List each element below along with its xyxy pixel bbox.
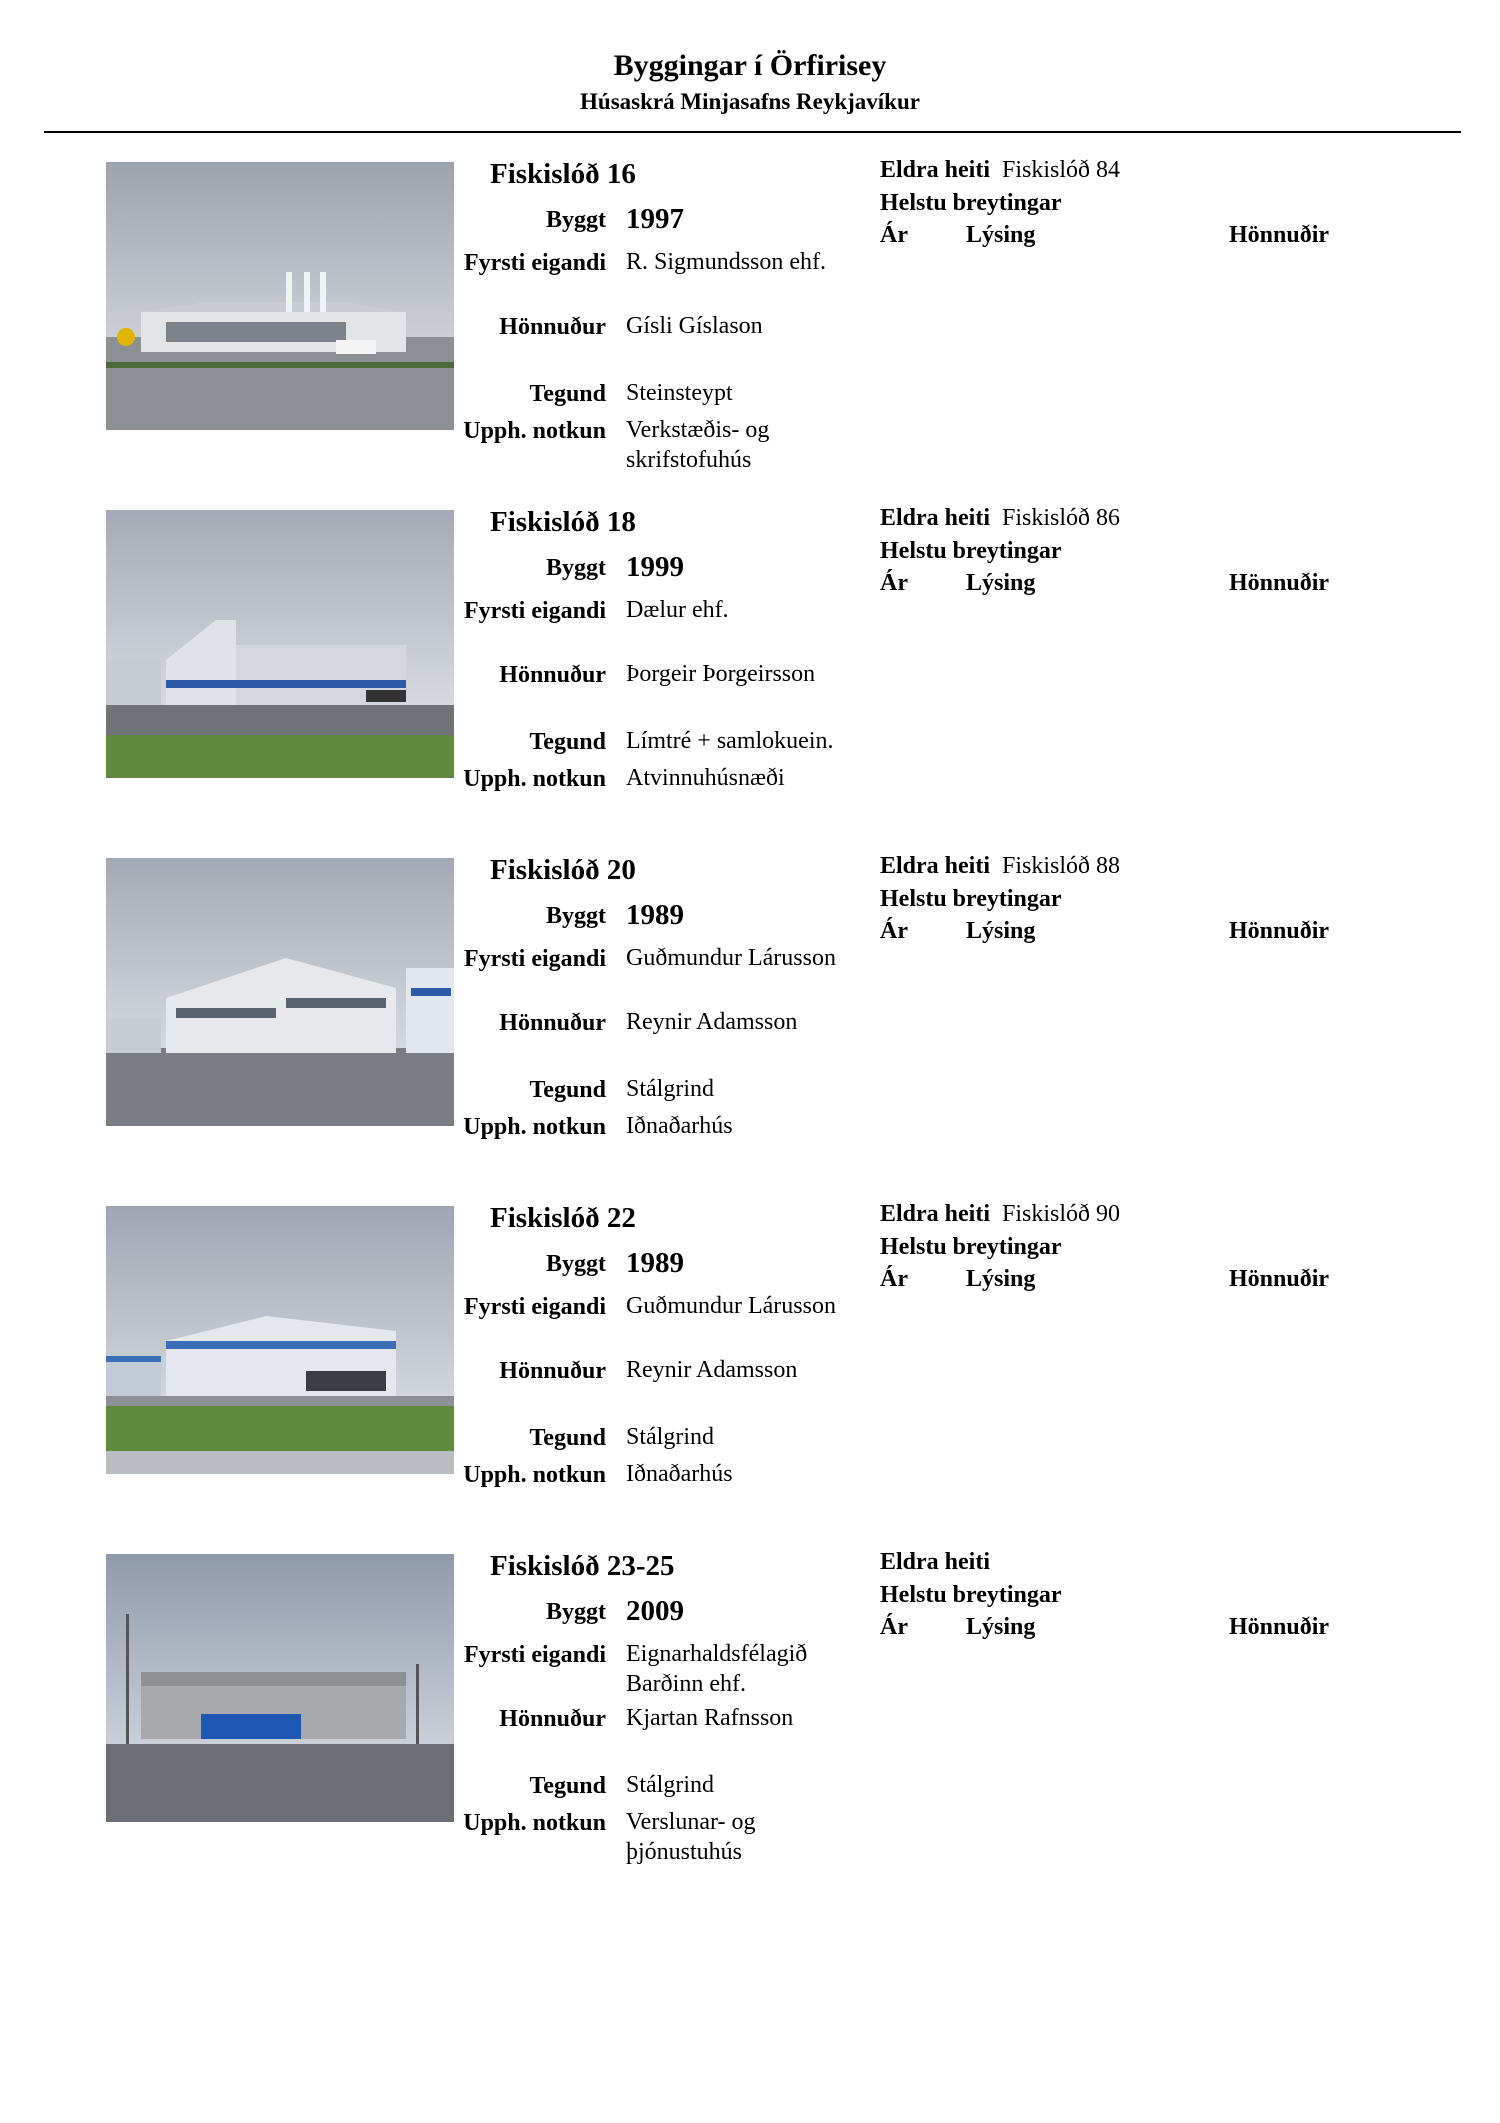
helstu-breytingar-label: Helstu breytingar (880, 886, 1062, 912)
building-entry (0, 505, 1500, 850)
building-entry (0, 853, 1500, 1198)
fyrsti-eigandi-label: Fyrsti eigandi (464, 250, 606, 276)
header-divider (44, 131, 1461, 133)
honnudir-column-header: Hönnuðir (1229, 918, 1330, 944)
fyrsti-eigandi-label: Fyrsti eigandi (464, 1294, 606, 1320)
upph-notkun-value: Verkstæðis- og skrifstofuhús (626, 417, 770, 473)
byggt-value: 2009 (626, 1595, 684, 1627)
ar-column-header: Ár (880, 570, 908, 596)
honnudur-value: Reynir Adamsson (626, 1357, 798, 1383)
eldra-heiti-line (880, 853, 1120, 880)
honnudir-column-header: Hönnuðir (1229, 570, 1330, 596)
building-photo (106, 510, 454, 778)
honnudur-value: Kjartan Rafnsson (626, 1705, 794, 1731)
lysing-column-header: Lýsing (966, 222, 1036, 248)
fyrsti-eigandi-value: Guðmundur Lárusson (626, 945, 836, 971)
lysing-column-header: Lýsing (966, 1266, 1036, 1292)
building-entry (0, 157, 1500, 502)
fyrsti-eigandi-label: Fyrsti eigandi (464, 946, 606, 972)
fyrsti-eigandi-value: Dælur ehf. (626, 597, 729, 623)
honnudur-label: Hönnuður (499, 314, 606, 340)
fyrsti-eigandi-value: Guðmundur Lárusson (626, 1293, 836, 1319)
lysing-column-header: Lýsing (966, 1614, 1036, 1640)
upph-notkun-label: Upph. notkun (463, 1810, 606, 1836)
upph-notkun-value: Iðnaðarhús (626, 1461, 733, 1487)
document-header (0, 46, 1500, 118)
fyrsti-eigandi-value: R. Sigmundsson ehf. (626, 249, 827, 275)
byggt-label: Byggt (546, 207, 606, 233)
ar-column-header: Ár (880, 1614, 908, 1640)
building-address: Fiskislóð 16 (490, 158, 636, 190)
ar-column-header: Ár (880, 222, 908, 248)
building-photo (106, 162, 454, 430)
eldra-heiti-value: Fiskislóð 86 (1002, 505, 1121, 531)
fyrsti-eigandi-label: Fyrsti eigandi (464, 1642, 606, 1668)
tegund-value: Límtré + samlokuein. (626, 728, 834, 754)
honnudur-label: Hönnuður (499, 1706, 606, 1732)
honnudur-label: Hönnuður (499, 1358, 606, 1384)
honnudur-value: Reynir Adamsson (626, 1009, 798, 1035)
helstu-breytingar-label: Helstu breytingar (880, 1582, 1062, 1608)
eldra-heiti-line (880, 505, 1120, 532)
honnudur-label: Hönnuður (499, 662, 606, 688)
byggt-label: Byggt (546, 1599, 606, 1625)
document-title: Byggingar í Örfirisey (613, 49, 887, 82)
building-photo (106, 858, 454, 1126)
eldra-heiti-line (880, 1201, 1120, 1228)
tegund-label: Tegund (529, 1077, 606, 1103)
tegund-value: Steinsteypt (626, 380, 733, 406)
byggt-value: 1997 (626, 203, 684, 235)
eldra-heiti-label: Eldra heiti (880, 1201, 991, 1227)
tegund-value: Stálgrind (626, 1424, 714, 1450)
building-address: Fiskislóð 23-25 (490, 1550, 675, 1582)
building-photo (106, 1206, 454, 1474)
honnudir-column-header: Hönnuðir (1229, 1266, 1330, 1292)
byggt-label: Byggt (546, 555, 606, 581)
upph-notkun-label: Upph. notkun (463, 1462, 606, 1488)
helstu-breytingar-label: Helstu breytingar (880, 1234, 1062, 1260)
honnudir-column-header: Hönnuðir (1229, 1614, 1330, 1640)
eldra-heiti-line (880, 157, 1120, 184)
document-subtitle: Húsaskrá Minjasafns Reykjavíkur (580, 89, 920, 114)
eldra-heiti-label: Eldra heiti (880, 1549, 991, 1575)
honnudur-label: Hönnuður (499, 1010, 606, 1036)
honnudur-value: Gísli Gíslason (626, 313, 763, 339)
byggt-value: 1989 (626, 899, 684, 931)
tegund-label: Tegund (529, 381, 606, 407)
building-entry (0, 1549, 1500, 1894)
ar-column-header: Ár (880, 1266, 908, 1292)
building-entry (0, 1201, 1500, 1546)
building-address: Fiskislóð 20 (490, 854, 636, 886)
tegund-label: Tegund (529, 1425, 606, 1451)
byggt-label: Byggt (546, 1251, 606, 1277)
upph-notkun-label: Upph. notkun (463, 1114, 606, 1140)
upph-notkun-value: Atvinnuhúsnæði (626, 765, 785, 791)
tegund-label: Tegund (529, 729, 606, 755)
building-address: Fiskislóð 18 (490, 506, 636, 538)
byggt-value: 1999 (626, 551, 684, 583)
tegund-value: Stálgrind (626, 1772, 714, 1798)
building-address: Fiskislóð 22 (490, 1202, 636, 1234)
honnudir-column-header: Hönnuðir (1229, 222, 1330, 248)
eldra-heiti-line (880, 1549, 1002, 1576)
upph-notkun-value: Iðnaðarhús (626, 1113, 733, 1139)
eldra-heiti-value: Fiskislóð 88 (1002, 853, 1121, 879)
eldra-heiti-label: Eldra heiti (880, 157, 991, 183)
honnudur-value: Þorgeir Þorgeirsson (626, 661, 816, 687)
byggt-label: Byggt (546, 903, 606, 929)
helstu-breytingar-label: Helstu breytingar (880, 538, 1062, 564)
tegund-label: Tegund (529, 1773, 606, 1799)
lysing-column-header: Lýsing (966, 918, 1036, 944)
ar-column-header: Ár (880, 918, 908, 944)
fyrsti-eigandi-label: Fyrsti eigandi (464, 598, 606, 624)
eldra-heiti-value: Fiskislóð 90 (1002, 1201, 1121, 1227)
byggt-value: 1989 (626, 1247, 684, 1279)
helstu-breytingar-label: Helstu breytingar (880, 190, 1062, 216)
eldra-heiti-value: Fiskislóð 84 (1002, 157, 1121, 183)
tegund-value: Stálgrind (626, 1076, 714, 1102)
lysing-column-header: Lýsing (966, 570, 1036, 596)
upph-notkun-label: Upph. notkun (463, 418, 606, 444)
fyrsti-eigandi-value: Eignarhaldsfélagið Barðinn ehf. (626, 1641, 808, 1697)
eldra-heiti-label: Eldra heiti (880, 853, 991, 879)
upph-notkun-value: Verslunar- og þjónustuhús (626, 1809, 756, 1865)
building-photo (106, 1554, 454, 1822)
upph-notkun-label: Upph. notkun (463, 766, 606, 792)
eldra-heiti-label: Eldra heiti (880, 505, 991, 531)
